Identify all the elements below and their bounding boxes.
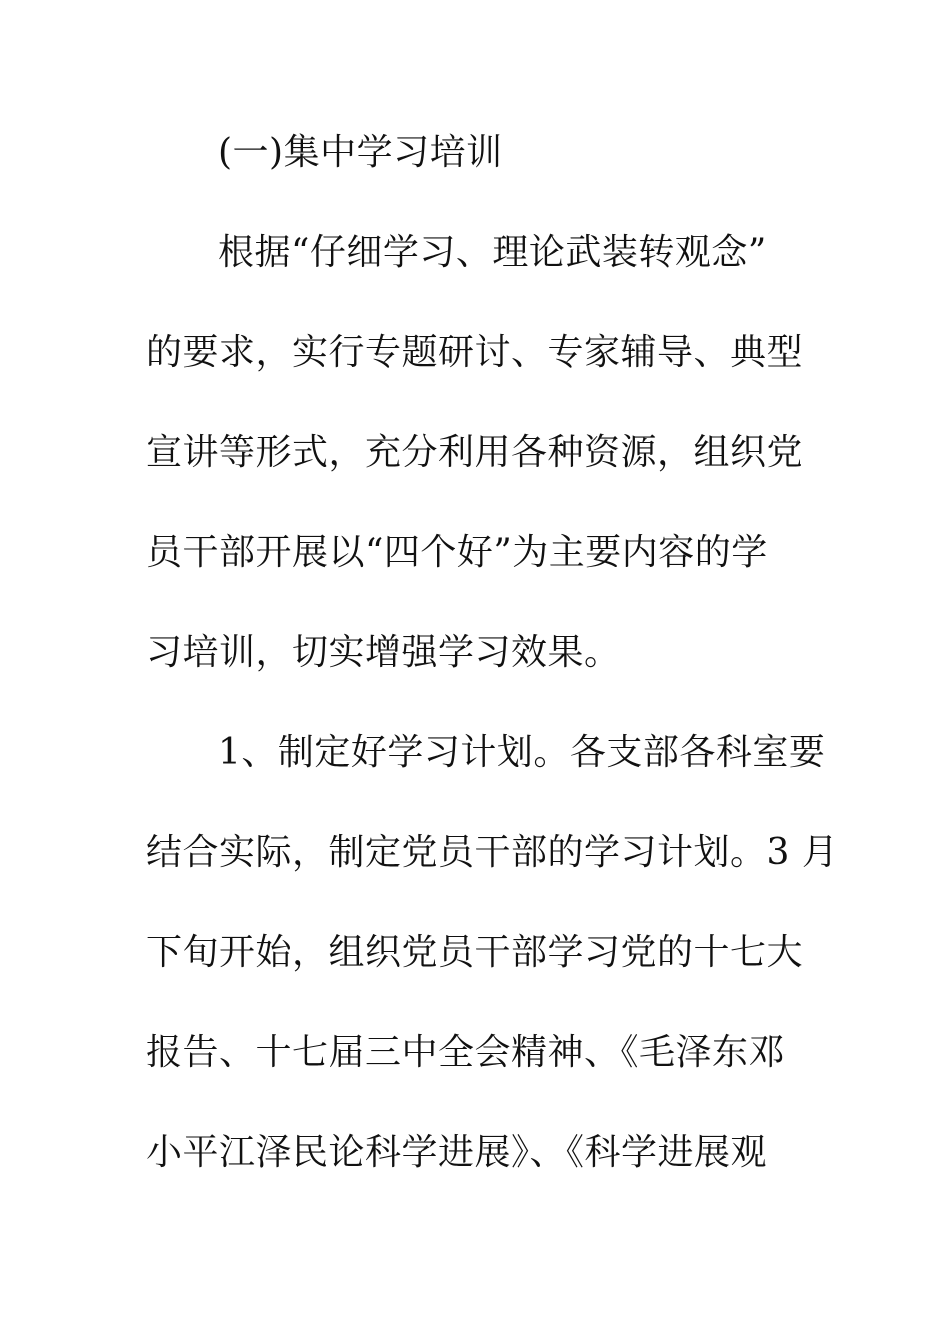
section-heading: (一)集中学习培训 [218, 132, 503, 173]
paragraph-line: 宣讲等形式，充分利用各种资源，组织党 [146, 432, 804, 473]
paragraph-line: 1、制定好学习计划。各支部各科室要 [218, 732, 826, 773]
paragraph-line: 习培训，切实增强学习效果。 [146, 632, 621, 673]
paragraph-line: 员干部开展以“四个好”为主要内容的学 [146, 532, 768, 573]
paragraph-line: 的要求，实行专题研讨、专家辅导、典型 [146, 332, 804, 373]
paragraph-line: 结合实际，制定党员干部的学习计划。3 月 [146, 832, 839, 873]
paragraph-line: 报告、十七届三中全会精神、《毛泽东邓 [146, 1032, 786, 1073]
paragraph-line: 小平江泽民论科学进展》、《科学进展观 [146, 1132, 768, 1173]
paragraph-line: 根据“仔细学习、理论武装转观念” [218, 232, 767, 273]
paragraph-line: 下旬开始，组织党员干部学习党的十七大 [146, 932, 804, 973]
